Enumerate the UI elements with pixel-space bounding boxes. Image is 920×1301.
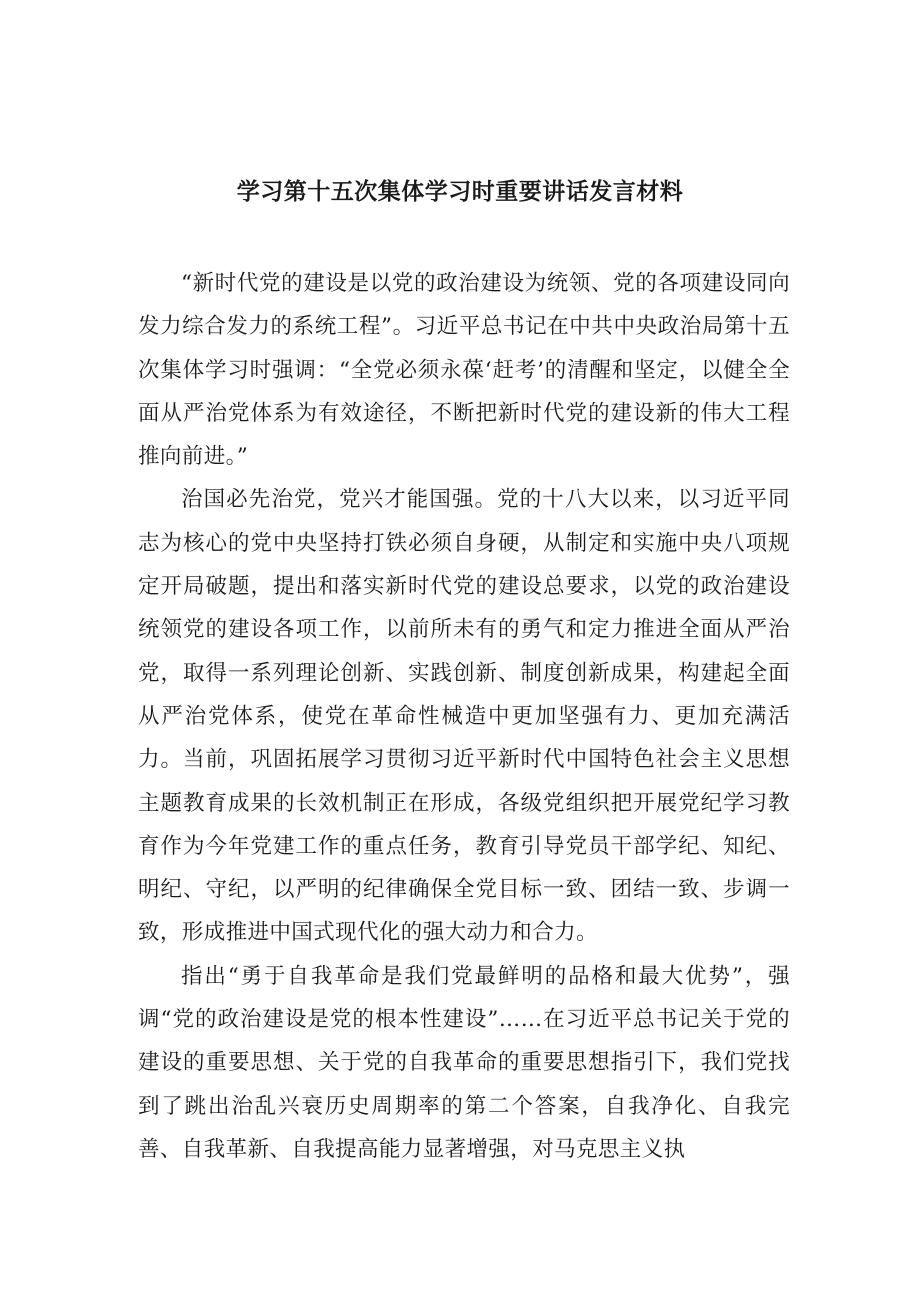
- paragraph-3: 指出“勇于自我革命是我们党最鲜明的品格和最大优势”，强调“党的政治建设是党的根本性建设”……在习近平总书记关于党的建设的重要思想、关于党的自我革命的重要思想指引下，我们党找到了跳出治乱兴衰历史周期率的第二个答案，自我净化、自我完善、自我革新、自我提高能力显著增强，对马克思主义执: [138, 963, 790, 1162]
- paragraph-2: 治国必先治党，党兴才能国强。党的十八大以来，以习近平同志为核心的党中央坚持打铁必须自身硬，从制定和实施中央八项规定开局破题，提出和落实新时代党的建设总要求，以党的政治建设统领党的建设各项工作，以前所未有的勇气和定力推进全面从严治党，取得一系列理论创新、实践创新、制度创新成果，构建起全面从严治党体系，使党在革命性械造中更加坚强有力、更加充满活力。当前，巩固拓展学习贯彻习近平新时代中国特色社会主义思想主题教育成果的长效机制正在形成，各级党组织把开展党纪学习教育作为今年党建工作的重点任务，教育引导党员干部学纪、知纪、明纪、守纪，以严明的纪律确保全党目标一致、团结一致、步调一致，形成推进中国式现代化的强大动力和合力。: [138, 487, 790, 946]
- paragraph-1: “新时代党的建设是以党的政治建设为统领、党的各项建设同向发力综合发力的系统工程”。习近平总书记在中共中央政治局第十五次集体学习时强调：“全党必须永葆‘赶考’的清醒和坚定，以健全全面从严治党体系为有效途径，不断把新时代党的建设新的伟大工程推向前进。”: [138, 271, 790, 470]
- document-body: [138, 262, 790, 1171]
- document-title: 学习第十五次集体学习时重要讲话发言材料: [236, 179, 684, 205]
